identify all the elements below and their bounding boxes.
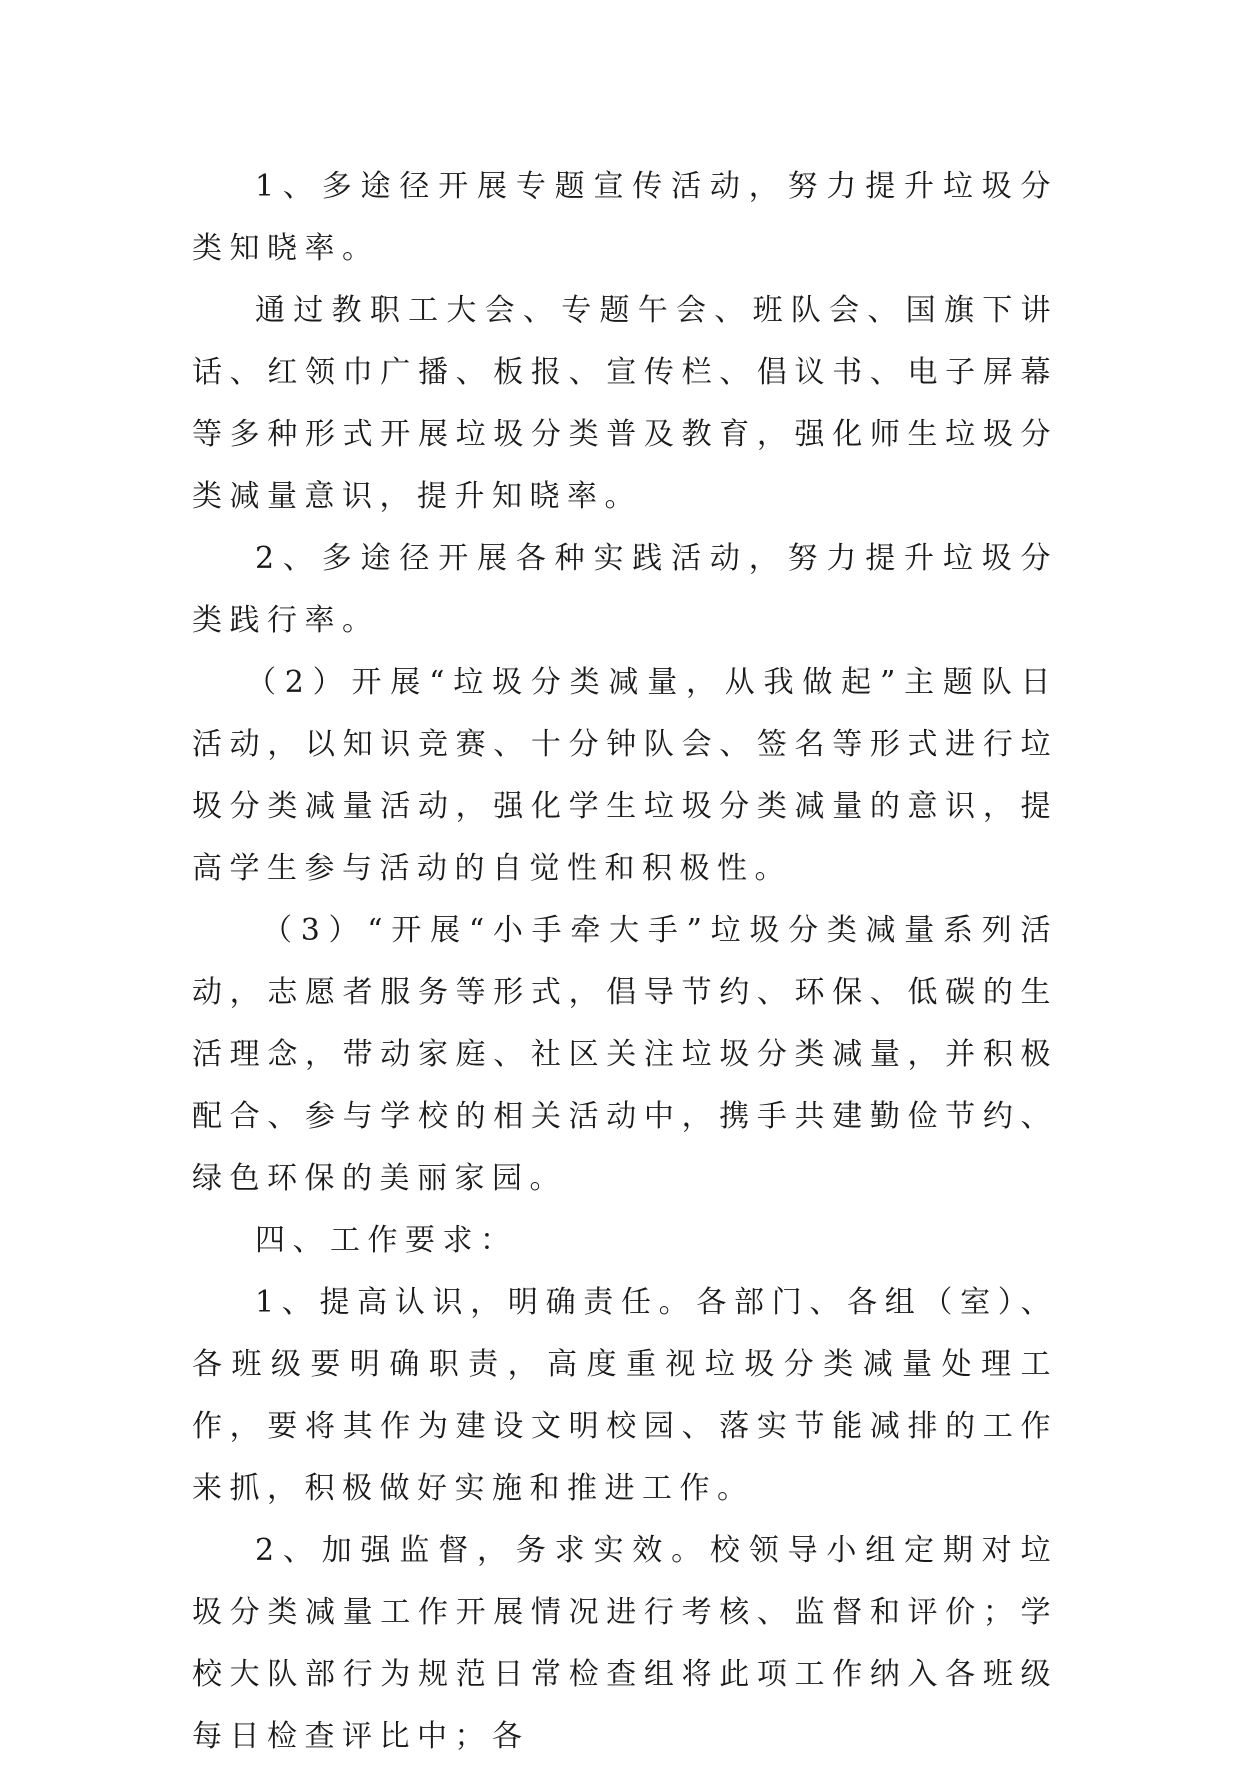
paragraph-publicity-heading: 1、多途径开展专题宣传活动，努力提升垃圾分类知晓率。 [192,169,1058,266]
paragraph-requirement-2: 2、加强监督，务求实效。校领导小组定期对垃圾分类减量工作开展情况进行考核、监督和评价；学校大队部行为规范日常检查组将此项工作纳入各班级每日检查评比中；各 [192,1533,1058,1754]
document-body [192,156,1058,1768]
paragraph-requirement-1: 1、提高认识，明确责任。各部门、各组（室）、各班级要明确职责，高度重视垃圾分类减量处理工作，要将其作为建设文明校园、落实节能减排的工作来抓，积极做好实施和推进工作。 [192,1285,1058,1506]
section-heading-requirements: 四、工作要求： [255,1223,518,1258]
paragraph-practice-item-3: （3）“开展“小手牵大手”垃圾分类减量系列活动，志愿者服务等形式，倡导节约、环保、低碳的生活理念，带动家庭、社区关注垃圾分类减量，并积极配合、参与学校的相关活动中，携手共建勤俭节约、绿色环保的美丽家园。 [192,913,1058,1196]
paragraph-publicity-body: 通过教职工大会、专题午会、班队会、国旗下讲话、红领巾广播、板报、宣传栏、倡议书、电子屏幕等多种形式开展垃圾分类普及教育，强化师生垃圾分类减量意识，提升知晓率。 [192,293,1058,514]
paragraph-practice-heading: 2、多途径开展各种实践活动，努力提升垃圾分类践行率。 [192,541,1058,638]
paragraph-practice-item-2: （2）开展“垃圾分类减量，从我做起”主题队日活动，以知识竞赛、十分钟队会、签名等形式进行垃圾分类减量活动，强化学生垃圾分类减量的意识，提高学生参与活动的自觉性和积极性。 [192,665,1058,886]
